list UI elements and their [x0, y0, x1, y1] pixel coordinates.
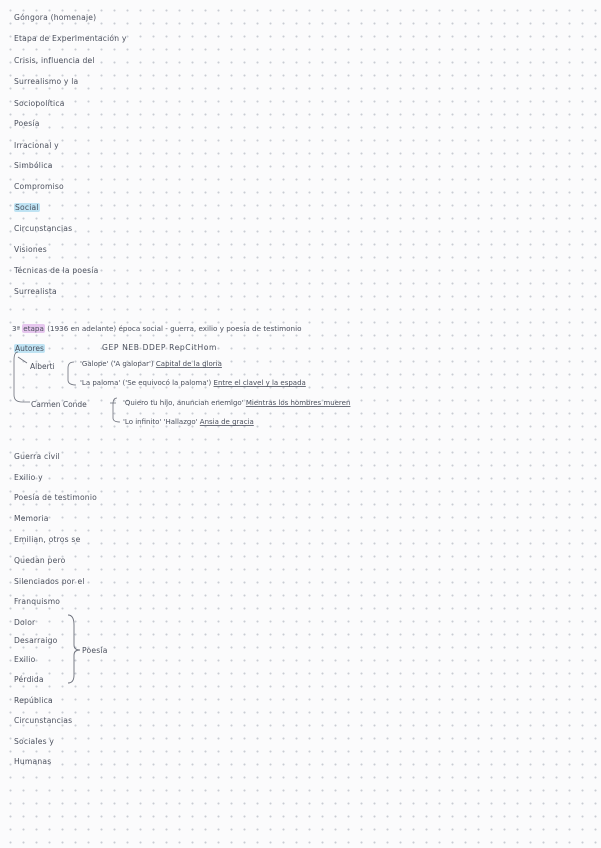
list-item: Irracional y: [14, 141, 59, 150]
list-item: Surrealismo y la: [14, 77, 79, 86]
list-item: Poesía: [14, 119, 40, 128]
stage-number: 3ª: [12, 324, 20, 333]
authors-label: Autores: [15, 344, 44, 353]
highlight-social: Social: [15, 203, 39, 212]
brace-label: Poesía: [82, 646, 108, 655]
list-item: República: [14, 696, 53, 705]
author-carmen-conde: Carmen Conde: [31, 400, 87, 409]
list-item: Silenciados por el: [14, 577, 85, 586]
list-item: Etapa de Experimentación y: [14, 34, 127, 43]
list-item: Poesía de testimonio: [14, 493, 97, 502]
book-title: Mientras los hombres mueren: [245, 399, 351, 407]
list-item: Desarraigo: [14, 636, 58, 645]
list-item: Exilio: [14, 655, 36, 664]
poem-title: 'La paloma' ('Se equivocó la paloma'): [80, 379, 212, 387]
book-title: Entre el clavel y la espada: [213, 379, 306, 387]
list-item: Simbólica: [14, 161, 53, 170]
list-item: Quedan pero: [14, 556, 66, 565]
book-title: Ansia de gracia: [199, 418, 254, 426]
stage-heading-rest: (1936 en adelante) época social - guerra, exilio y poesía de testimonio: [47, 324, 302, 333]
authors-codes: GEP NEB DDEP RepCitHom: [102, 343, 218, 352]
list-item: Pérdida: [14, 675, 44, 684]
list-item: Visiones: [14, 245, 47, 254]
list-item: Memoria: [14, 514, 49, 523]
stage-heading-word: etapa: [23, 324, 44, 333]
list-item: Crisis, influencia del: [14, 56, 95, 65]
book-title: Capital de la gloria: [155, 360, 222, 368]
list-item: Góngora (homenaje): [14, 13, 97, 22]
list-item: Técnicas de la poesía: [14, 266, 99, 275]
list-item: Guerra civil: [14, 452, 60, 461]
list-item: Exilio y: [14, 473, 43, 482]
list-item: Sociopolítica: [14, 99, 65, 108]
poem-title: 'Quiero tu hijo, anuncian enemigo': [123, 399, 244, 407]
author-alberti: Alberti: [30, 362, 55, 371]
poem-title: 'Galope' ('A galopar'): [80, 360, 154, 368]
list-item: Surrealista: [14, 287, 57, 296]
list-item: Compromiso: [14, 182, 64, 191]
list-item: Sociales y: [14, 737, 55, 746]
list-item: Dolor: [14, 618, 36, 627]
list-item: Circunstancias: [14, 224, 73, 233]
list-item: Franquismo: [14, 597, 61, 606]
list-item: Humanas: [14, 757, 52, 766]
list-item: Circunstancias: [14, 716, 73, 725]
poem-title: 'Lo infinito' 'Hallazgo': [123, 418, 198, 426]
list-item: Emilian, otros se: [14, 535, 81, 544]
